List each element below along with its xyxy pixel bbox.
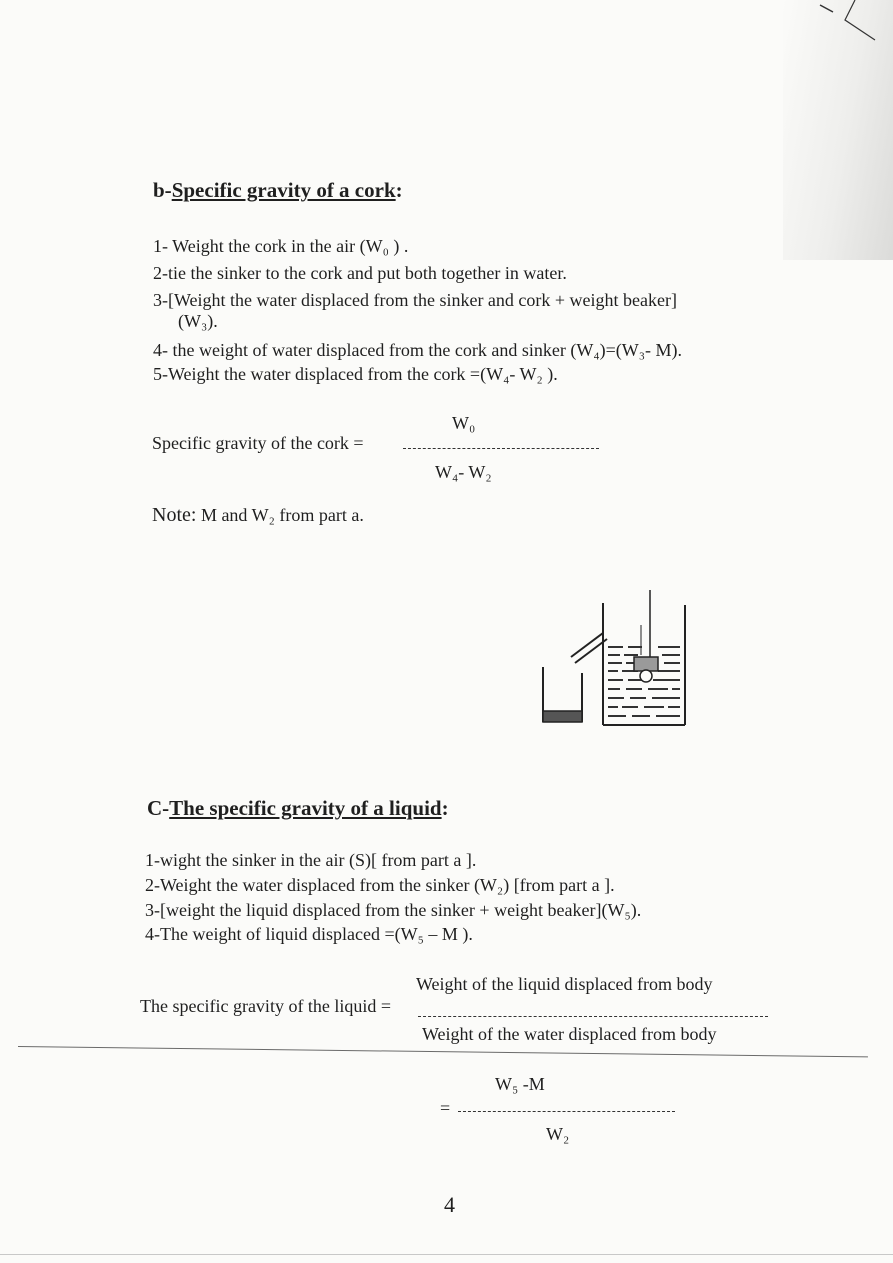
page-corner-mark [815, 0, 893, 50]
formula-c1-label: The specific gravity of the liquid = [140, 996, 392, 1016]
section-c-colon: : [441, 796, 449, 820]
step-b-2: 2-tie the sinker to the cork and put both together in water. [153, 263, 567, 283]
sinker [640, 670, 652, 682]
formula-b-numerator: W₀ [452, 413, 476, 433]
section-b-prefix: b- [153, 178, 172, 202]
step-b-5: 5-Weight the water displaced from the cork =(W₄- W₂ ). [153, 364, 558, 384]
step-c-1: 1-wight the sinker in the air (S)[ from part a ]. [145, 850, 477, 870]
step-b-3-cont: (W₃). [178, 311, 218, 331]
formula-c2-equals: = [440, 1098, 451, 1118]
formula-c2-denominator: W₂ [546, 1124, 570, 1144]
section-c-title: The specific gravity of a liquid [169, 796, 442, 820]
step-c-4: 4-The weight of liquid displaced =(W₅ – M ). [145, 924, 473, 944]
apparatus-diagram [538, 585, 693, 730]
note-text: M and W₂ from part a. [196, 505, 364, 525]
step-c-3: 3-[weight the liquid displaced from the sinker + weight beaker](W₅). [145, 900, 642, 920]
bottom-edge-line [0, 1254, 893, 1255]
step-b-4: 4- the weight of water displaced from the cork and sinker (W₄)=(W₃- M). [153, 340, 683, 360]
step-b-3: 3-[Weight the water displaced from the sinker and cork + weight beaker] [153, 290, 678, 310]
formula-c1-fraction-bar [418, 1016, 768, 1018]
section-c-prefix: C- [147, 796, 170, 820]
page-divider-line [18, 1046, 868, 1057]
formula-b-label: Specific gravity of the cork = [152, 433, 364, 453]
step-c-2: 2-Weight the water displaced from the sinker (W₂) [from part a ]. [145, 875, 615, 895]
page-number: 4 [444, 1192, 455, 1217]
formula-c1-numerator: Weight of the liquid displaced from body [416, 974, 713, 994]
note [152, 504, 364, 527]
step-b-1: 1- Weight the cork in the air (W₀ ) . [153, 236, 409, 256]
formula-b-denominator: W₄- W₂ [435, 462, 492, 482]
formula-b-fraction-bar [403, 448, 599, 450]
formula-c2-fraction-bar [458, 1111, 675, 1113]
cork-block [634, 657, 658, 671]
note-label: Note: [152, 504, 197, 526]
formula-c1-denominator: Weight of the water displaced from body [422, 1024, 717, 1044]
section-b-title: Specific gravity of a cork [171, 178, 396, 202]
section-b-colon: : [395, 178, 403, 202]
section-c-heading [147, 796, 449, 821]
formula-c2-numerator: W₅ -M [495, 1074, 545, 1094]
small-beaker [543, 667, 582, 722]
section-b-heading [153, 178, 403, 203]
